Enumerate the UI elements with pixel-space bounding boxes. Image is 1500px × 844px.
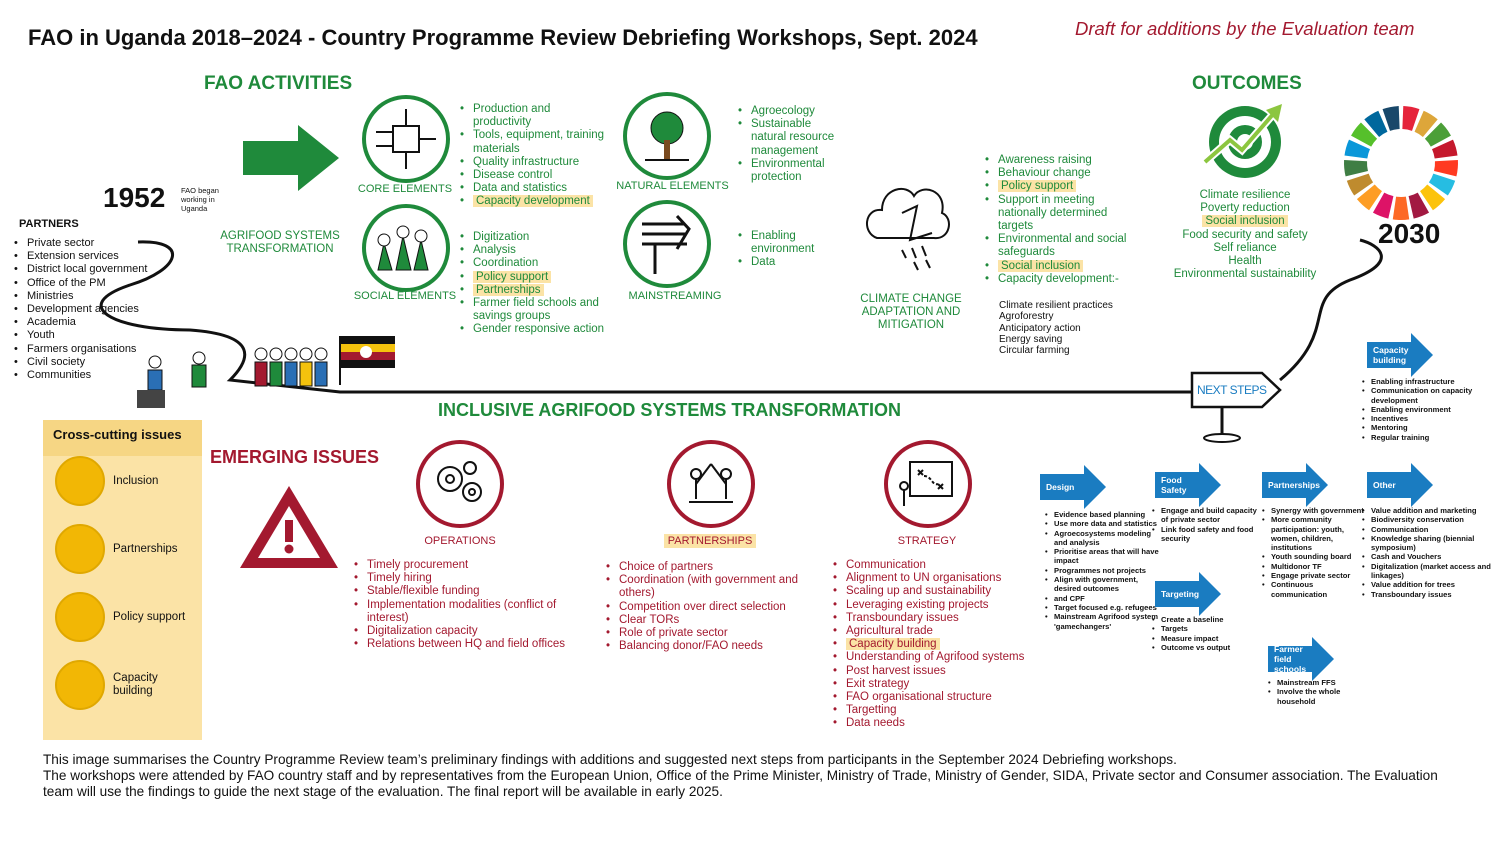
partnerships-label: PARTNERSHIPS	[664, 534, 757, 548]
list-item-text: Outcome vs output	[1161, 642, 1231, 652]
list-item	[833, 665, 1033, 678]
list-item-text: Self reliance	[1213, 241, 1277, 254]
list-item-text: Anticipatory action	[999, 322, 1081, 334]
list-item-text: Environmental sustainability	[1173, 268, 1317, 281]
next-step-ffs-list	[1268, 678, 1363, 706]
list-item-text: Knowledge sharing (biennial symposium)	[1371, 533, 1475, 553]
list-item-text: Social inclusion	[1202, 215, 1287, 227]
list-item-text: Disease control	[473, 169, 553, 182]
list-item	[1045, 519, 1160, 528]
list-item	[833, 612, 1033, 625]
crosscutting-panel	[43, 420, 202, 740]
sdg-segment	[1393, 197, 1409, 220]
list-item	[985, 154, 1135, 167]
list-item-text: Targets	[1161, 624, 1188, 634]
next-step-other-arrow	[1367, 463, 1437, 507]
list-item	[606, 627, 806, 640]
crosscutting-item	[55, 592, 198, 642]
list-item-text: District local government	[27, 263, 148, 276]
list-item	[1362, 405, 1492, 414]
list-item-text: Measure impact	[1161, 633, 1219, 643]
list-item-text: Farmers organisations	[27, 342, 137, 355]
list-item-text: Energy saving	[999, 333, 1063, 345]
next-step-food-safety-list	[1152, 506, 1257, 543]
list-item-text: Agroecosystems modeling and analysis	[1054, 528, 1152, 547]
target-icon	[1200, 100, 1290, 185]
list-item	[1150, 268, 1340, 281]
list-item	[1362, 386, 1492, 405]
list-item	[985, 194, 1135, 234]
next-step-partnerships-list	[1262, 506, 1367, 599]
list-item-text: Engage and build capacity of private sector	[1161, 506, 1257, 525]
list-item-text: Environmental protection	[751, 157, 825, 184]
list-item-text: Use more data and statistics	[1054, 519, 1157, 529]
list-item-text: Climate resilient practices	[999, 300, 1113, 311]
list-item-text: Health	[1228, 255, 1262, 268]
list-item	[985, 180, 1135, 193]
next-step-other-list	[1362, 506, 1492, 599]
list-item	[460, 257, 610, 270]
list-item-text: Development agencies	[27, 303, 139, 316]
list-item	[1362, 506, 1492, 515]
list-item	[460, 271, 610, 284]
list-item	[460, 103, 610, 129]
list-item-text: Relations between HQ and field offices	[367, 638, 565, 651]
list-item	[606, 561, 806, 574]
list-item	[738, 105, 838, 118]
list-item-text: Extension services	[27, 250, 119, 263]
next-step-design-list	[1045, 510, 1160, 631]
list-item-text: Food security and safety	[1182, 228, 1308, 241]
outcomes-heading: OUTCOMES	[1192, 73, 1302, 94]
list-item	[1362, 377, 1492, 386]
list-item-text: Agricultural trade	[846, 625, 933, 638]
crosscutting-item	[55, 456, 198, 506]
list-item	[1362, 534, 1492, 553]
list-item-text: Mainstream Agrifood system 'gamechangers'	[1054, 612, 1158, 631]
list-item-text: Farmer field schools and savings groups	[473, 297, 599, 323]
list-item	[460, 169, 610, 182]
mainstreaming-list	[738, 230, 838, 270]
list-item-text: Mainstream FFS	[1277, 678, 1336, 687]
list-item-text: Tools, equipment, training materials	[473, 129, 605, 155]
list-item-text: Understanding of Agrifood systems	[846, 651, 1025, 664]
mainstreaming-label: MAINSTREAMING	[628, 290, 722, 302]
list-item	[1150, 242, 1340, 255]
list-item-text: Sustainable natural resource management	[751, 118, 835, 157]
list-item-text: Involve the whole household	[1277, 687, 1341, 706]
list-item-text: Office of the PM	[27, 276, 106, 289]
list-item-text: Data and statistics	[473, 182, 567, 195]
crosscutting-item	[55, 660, 198, 710]
next-step-partnerships-arrow	[1262, 463, 1332, 507]
list-item	[460, 195, 610, 208]
list-item-text: Target focused e.g. refugees	[1054, 602, 1157, 612]
list-item-text: Agroecology	[751, 105, 815, 117]
list-item	[354, 638, 579, 651]
list-item	[1045, 566, 1160, 575]
list-item	[833, 651, 1033, 664]
core-elements-icon	[362, 95, 450, 183]
next-step-ffs-arrow	[1268, 637, 1338, 681]
list-item	[606, 614, 806, 627]
list-item-text: Coordination	[473, 257, 539, 270]
list-item-text: Digitalization (market access and linkages)	[1371, 561, 1491, 581]
list-item	[1262, 552, 1367, 561]
list-item-text: Value addition for trees	[1371, 580, 1455, 590]
operations-label: OPERATIONS	[424, 535, 496, 547]
social-elements-label: SOCIAL ELEMENTS	[353, 290, 457, 302]
list-item-text: Link food safety and food security	[1161, 524, 1254, 543]
list-item-text: Ministries	[27, 289, 74, 302]
list-item	[1362, 580, 1492, 589]
list-item	[833, 678, 1033, 691]
strategy-list	[833, 559, 1033, 731]
crosscutting-label: Partnerships	[113, 542, 178, 555]
list-item-text: Enabling infrastructure	[1371, 377, 1455, 386]
list-item-text: Evidence based planning	[1054, 510, 1146, 519]
emerging-issues-heading: EMERGING ISSUES	[210, 447, 380, 467]
list-item-text: Agroforestry	[999, 311, 1054, 323]
list-item-text: Support in meeting nationally determined targets	[998, 193, 1108, 233]
list-item	[1362, 525, 1492, 534]
list-item-text: Leveraging existing projects	[846, 598, 989, 611]
next-step-capacity-arrow	[1367, 333, 1437, 377]
list-item-text: Exit strategy	[846, 677, 910, 690]
partnerships-list	[606, 561, 806, 653]
list-item	[1362, 552, 1492, 561]
list-item	[999, 334, 1113, 345]
list-item-text: Capacity building	[846, 638, 940, 650]
list-item	[1150, 215, 1340, 228]
list-item-text: FAO organisational structure	[846, 691, 992, 704]
list-item	[1262, 580, 1367, 599]
list-item	[833, 625, 1033, 638]
list-item-text: Social inclusion	[998, 260, 1083, 272]
list-item-text: Synergy with government	[1271, 506, 1364, 515]
list-item	[1262, 562, 1367, 571]
sdg-segment	[1434, 160, 1458, 176]
list-item-text: Incentives	[1371, 414, 1409, 424]
list-item	[738, 230, 838, 256]
list-item-text: Biodiversity conservation	[1371, 515, 1464, 525]
sdg-segment	[1344, 160, 1368, 176]
year-2030: 2030	[1378, 218, 1441, 249]
list-item	[833, 638, 1033, 651]
list-item-text: Targetting	[846, 704, 897, 717]
list-item	[1152, 643, 1252, 652]
list-item	[354, 599, 579, 625]
next-step-label: Targeting	[1161, 589, 1200, 599]
list-item-text: Clear TORs	[619, 613, 680, 626]
social-elements-icon	[362, 204, 450, 292]
list-item	[606, 601, 806, 614]
list-item	[999, 323, 1113, 334]
list-item-text: Role of private sector	[619, 627, 728, 640]
next-step-label: Other	[1373, 480, 1396, 490]
footer-text	[43, 752, 1463, 800]
list-item-text: Competition over direct selection	[619, 600, 786, 613]
list-item	[738, 118, 838, 158]
list-item-text: Regular training	[1371, 432, 1430, 442]
list-item-text: Value addition and marketing	[1371, 506, 1477, 515]
next-step-label: Partnerships	[1268, 480, 1320, 490]
list-item	[1362, 515, 1492, 524]
list-item	[833, 572, 1033, 585]
climate-list	[985, 154, 1135, 286]
list-item-text: Continuous communication	[1271, 580, 1328, 599]
list-item-text: Post harvest issues	[846, 664, 946, 677]
list-item	[1362, 423, 1492, 432]
list-item	[460, 284, 610, 297]
list-item-text: Quality infrastructure	[473, 155, 580, 168]
list-item	[460, 323, 610, 336]
inclusion-icon	[55, 456, 105, 506]
list-item	[460, 129, 610, 155]
list-item	[1362, 414, 1492, 423]
list-item-text: Enabling environment	[751, 230, 815, 256]
list-item	[1045, 510, 1160, 519]
list-item	[354, 572, 579, 585]
list-item	[833, 691, 1033, 704]
cloud-rain-icon	[862, 178, 957, 278]
list-item	[460, 231, 610, 244]
list-item	[985, 167, 1135, 180]
list-item-text: Communication on capacity development	[1371, 386, 1473, 405]
list-item	[738, 256, 838, 269]
list-item	[1045, 594, 1160, 603]
list-item-text: Climate resilience	[1199, 189, 1291, 201]
list-item-text: Youth	[27, 329, 55, 342]
year-1952: 1952	[103, 182, 166, 213]
list-item-text: Environmental and social safeguards	[998, 233, 1127, 259]
crosscutting-label: Capacity building	[113, 672, 158, 697]
list-item-text: Gender responsive action	[473, 323, 605, 336]
next-step-label: Capacity building	[1373, 345, 1409, 365]
list-item-text: Youth sounding board	[1271, 552, 1352, 562]
natural-elements-label: NATURAL ELEMENTS	[616, 180, 729, 192]
list-item-text: Civil society	[27, 355, 86, 368]
list-item-text: Create a baseline	[1161, 615, 1224, 624]
page-title: FAO in Uganda 2018–2024 - Country Programme Review Debriefing Workshops, Sept. 2024	[28, 25, 978, 50]
list-item	[354, 625, 579, 638]
operations-list	[354, 559, 579, 651]
list-item	[985, 260, 1135, 273]
list-item-text: Capacity development:-	[998, 272, 1119, 285]
list-item-text: Behaviour change	[998, 167, 1091, 180]
list-item	[985, 273, 1135, 286]
list-item-text: Mentoring	[1371, 423, 1408, 433]
draft-note: Draft for additions by the Evaluation team	[1075, 18, 1415, 39]
capacity-building-icon	[55, 660, 105, 710]
list-item	[1152, 506, 1257, 525]
list-item-text: Multidonor TF	[1271, 561, 1322, 571]
list-item-text: Align with government, desired outcomes	[1054, 575, 1138, 594]
list-item-text: Capacity development	[473, 195, 593, 207]
list-item-text: Stable/flexible funding	[367, 585, 480, 598]
list-item	[1045, 547, 1160, 566]
list-item	[1152, 525, 1257, 544]
list-item-text: Programmes not projects	[1054, 565, 1146, 575]
list-item	[999, 300, 1113, 311]
list-item	[1152, 615, 1252, 624]
list-item-text: Timely hiring	[367, 572, 432, 585]
crosscutting-item	[55, 524, 198, 574]
list-item-text: Transboundary issues	[846, 611, 959, 624]
climate-label: CLIMATE CHANGE ADAPTATION AND MITIGATION	[860, 293, 962, 331]
strategy-icon	[884, 440, 972, 528]
list-item	[1262, 515, 1367, 552]
core-elements-list	[460, 103, 610, 209]
list-item	[999, 311, 1113, 322]
list-item-text: Policy support	[998, 180, 1076, 192]
list-item	[1268, 687, 1363, 706]
list-item-text: Partnerships	[473, 284, 544, 296]
list-item-text: Alignment to UN organisations	[846, 572, 1002, 585]
list-item	[606, 574, 806, 600]
partners-heading: PARTNERS	[19, 218, 79, 230]
list-item	[1362, 590, 1492, 599]
list-item	[1262, 571, 1367, 580]
partnerships-icon	[55, 524, 105, 574]
list-item	[999, 345, 1113, 356]
natural-elements-list	[738, 105, 838, 184]
list-item-text: Communication	[1371, 524, 1429, 534]
list-item-text: Academia	[27, 316, 76, 329]
list-item-text: Poverty reduction	[1200, 202, 1290, 215]
next-step-label: Design	[1046, 482, 1075, 492]
social-elements-list	[460, 231, 610, 337]
list-item-text: Digitalization capacity	[367, 625, 478, 638]
list-item	[460, 297, 610, 323]
list-item	[985, 233, 1135, 259]
next-steps-sign: NEXT STEPS	[1197, 383, 1267, 397]
footer-line-2: The workshops were attended by FAO country staff and by representatives from the European Union, Office of the Prime Minister, Ministry of Trade, Ministry of Gender, SIDA, Private sector and Consumer association. The Evaluation team will use the findings to guide the next stage of the evaluation. The final report will be available in early 2025.	[43, 768, 1438, 799]
list-item	[833, 717, 1033, 730]
list-item	[833, 559, 1033, 572]
list-item-text: Choice of partners	[619, 561, 713, 573]
list-item	[1045, 603, 1160, 612]
list-item-text: Cash and Vouchers	[1371, 552, 1442, 562]
list-item-text: Prioritise areas that will have impact	[1054, 547, 1159, 566]
next-step-targeting-list	[1152, 615, 1252, 652]
list-item-text: Digitization	[473, 231, 530, 243]
list-item-text: Coordination (with government and others)	[619, 574, 798, 600]
partnerships-icon	[667, 440, 755, 528]
list-item	[1152, 624, 1252, 633]
list-item	[1362, 433, 1492, 442]
list-item-text: Communication	[846, 559, 926, 571]
list-item	[1150, 189, 1340, 202]
outcomes-list	[1150, 189, 1340, 281]
list-item-text: More community participation: youth, women, children, institutions	[1271, 515, 1344, 553]
year-note: FAO began working in Uganda	[181, 186, 219, 213]
list-item	[738, 158, 838, 184]
list-item	[833, 599, 1033, 612]
list-item-text: Analysis	[473, 244, 516, 257]
list-item	[1262, 506, 1367, 515]
next-step-food-safety-arrow	[1155, 463, 1225, 507]
next-step-label: Food Safety	[1161, 475, 1187, 495]
list-item	[833, 704, 1033, 717]
mainstreaming-icon	[623, 200, 711, 288]
list-item	[1152, 634, 1252, 643]
list-item	[460, 156, 610, 169]
strategy-label: STRATEGY	[897, 535, 957, 547]
list-item-text: Data needs	[846, 717, 905, 730]
list-item-text: and CPF	[1054, 593, 1085, 603]
list-item	[460, 244, 610, 257]
policy-support-icon	[55, 592, 105, 642]
list-item-text: Enabling environment	[1371, 404, 1451, 414]
list-item-text: Engage private sector	[1271, 571, 1351, 581]
list-item	[1150, 202, 1340, 215]
next-step-design-arrow	[1040, 465, 1110, 509]
next-step-targeting-arrow	[1155, 572, 1225, 616]
list-item	[354, 585, 579, 598]
list-item	[1045, 612, 1160, 631]
footer-line-1: This image summarises the Country Programme Review team’s preliminary findings with additions and suggested next steps from participants in the September 2024 Debriefing workshops.	[43, 752, 1177, 767]
list-item-text: Policy support	[473, 271, 551, 283]
list-item	[1045, 529, 1160, 548]
next-step-label: Farmer field schools	[1274, 644, 1307, 674]
list-item	[1150, 229, 1340, 242]
list-item	[1268, 678, 1363, 687]
fao-activities-heading: FAO ACTIVITIES	[204, 73, 353, 94]
list-item	[833, 585, 1033, 598]
operations-icon	[416, 440, 504, 528]
sdg-wheel-icon	[1342, 104, 1460, 222]
list-item-text: Private sector	[27, 237, 95, 249]
climate-sub-list	[999, 300, 1113, 356]
crosscutting-label: Inclusion	[113, 474, 159, 487]
list-item-text: Timely procurement	[367, 559, 469, 571]
core-elements-label: CORE ELEMENTS	[357, 183, 453, 195]
list-item-text: Balancing donor/FAO needs	[619, 640, 763, 653]
list-item	[1045, 575, 1160, 594]
list-item-text: Circular farming	[999, 345, 1070, 357]
crosscutting-heading: Cross-cutting issues	[43, 420, 202, 456]
list-item-text: Implementation modalities (conflict of interest)	[367, 598, 557, 624]
crosscutting-label: Policy support	[113, 610, 186, 623]
list-item	[460, 182, 610, 195]
list-item	[1362, 562, 1492, 581]
agrifood-label: AGRIFOOD SYSTEMS TRANSFORMATION	[220, 230, 340, 255]
warning-icon	[236, 482, 342, 572]
list-item-text: Awareness raising	[998, 154, 1092, 166]
list-item-text: Scaling up and sustainability	[846, 585, 992, 598]
list-item-text: Transboundary issues	[1371, 589, 1452, 599]
list-item-text: Production and productivity	[473, 103, 551, 129]
list-item-text: Data	[751, 256, 776, 269]
next-step-capacity-list	[1362, 377, 1492, 442]
list-item	[1150, 255, 1340, 268]
list-item-text: Communities	[27, 369, 92, 382]
list-item	[606, 640, 806, 653]
natural-elements-icon	[623, 92, 711, 180]
list-item	[354, 559, 579, 572]
road-label: INCLUSIVE AGRIFOOD SYSTEMS TRANSFORMATION	[438, 400, 902, 420]
